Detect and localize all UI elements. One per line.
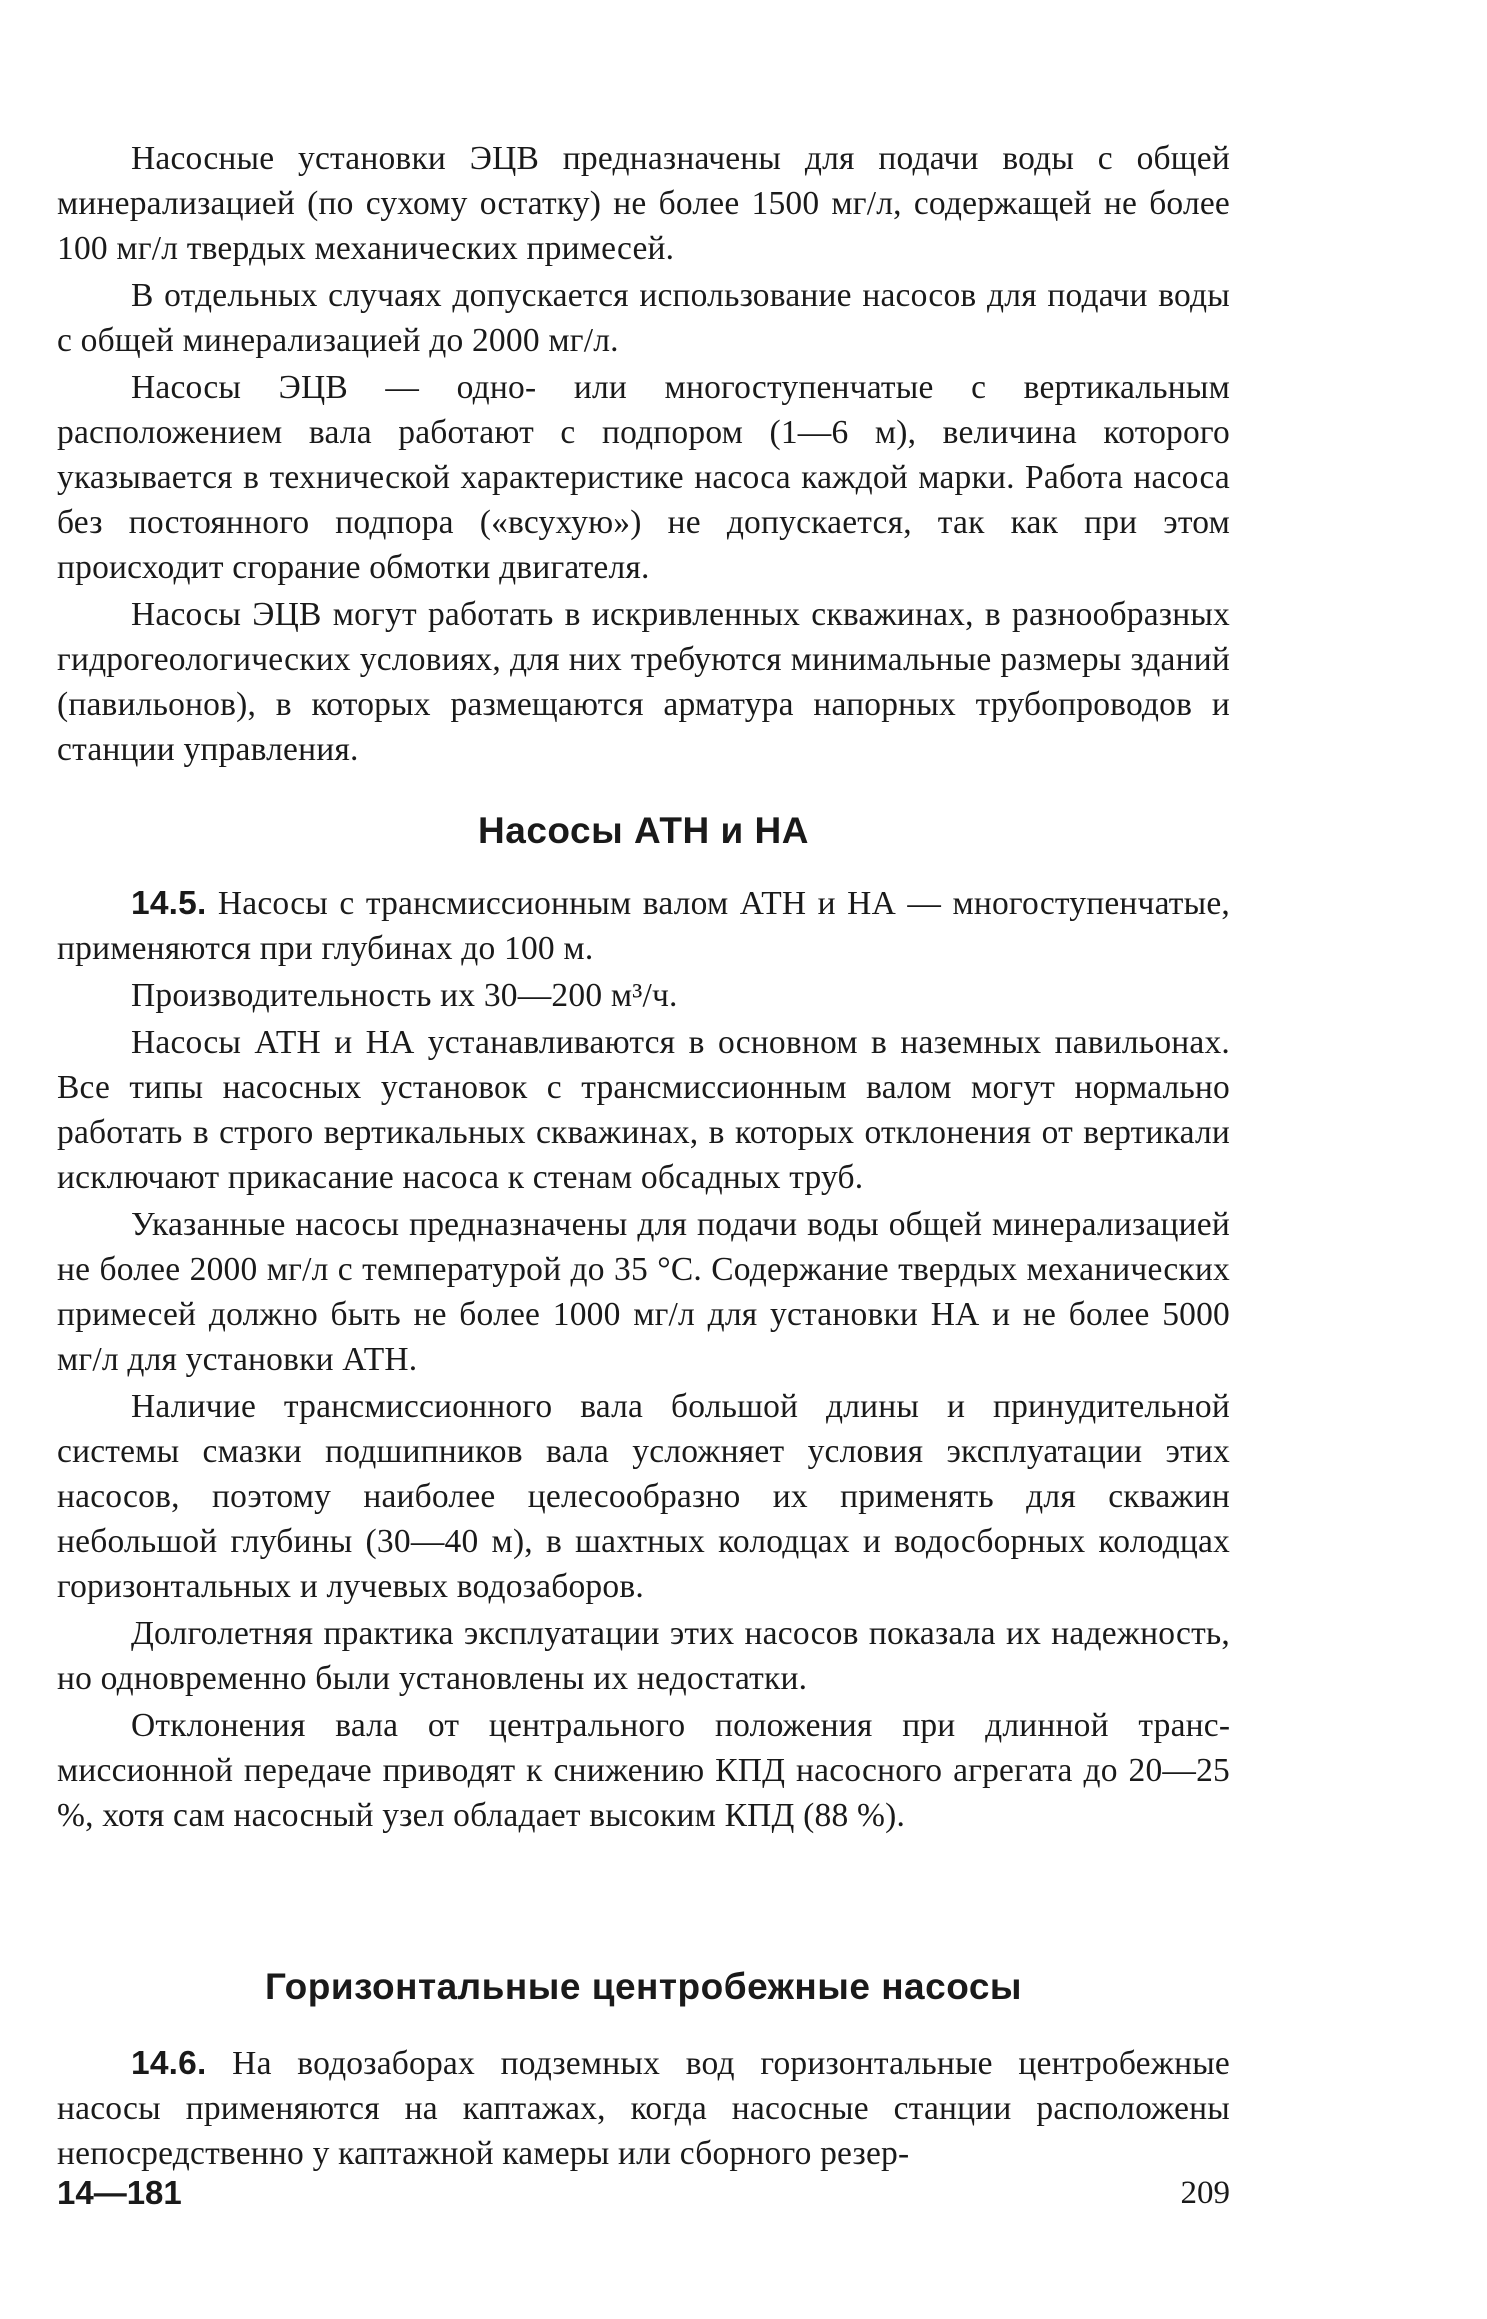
paragraph (57, 2041, 1230, 2176)
paragraph (57, 881, 1230, 971)
printer-signature: 14—181 (57, 2174, 182, 2211)
text-block-ecv (57, 136, 1230, 772)
section-heading-atn-na: Насосы АТН и НА (478, 810, 809, 851)
section-heading-container (57, 1963, 1230, 2011)
paragraph: Производительность их 30—200 м³/ч. (131, 977, 678, 1014)
paragraph: Насосы ЭЦВ могут работать в искривленных скважинах, в разнообразных гидрогеологических условиях, для них требуются минимальные размеры зданий (павильонов), в которых размещаются арматура напорных трубопроводов и станции управления. (57, 596, 1230, 768)
section-number: 14.5. (131, 885, 207, 922)
paragraph: Насосы ЭЦВ — одно- или многоступенчатые с вертикальным расположением вала работают с подпором (1—6 м), величина которого указывается в технической характеристике насоса каждой марки. Работа насоса без постоянного подпора («всухую») не допускается, так как при этом происходит сгорание обмотки двигателя. (57, 369, 1230, 586)
paragraph: Отклонения вала от центрального положения при длинной трансмиссионной передаче приводят к снижению КПД насосного агрегата до 20—25 %, хотя сам насосный узел обладает высоким КПД (88 %). (57, 1707, 1230, 1834)
paragraph: Насосные установки ЭЦВ предназначены для подачи воды с общей минерализацией (по сухому остатку) не более 1500 мг/л, содержащей не более 100 мг/л твердых механических примесей. (57, 140, 1230, 267)
paragraph-text: Насосы с трансмиссионным валом АТН и НА — многоступенчатые, применяются при глубинах до 100 м. (57, 885, 1230, 967)
text-block-atn-na (57, 881, 1230, 1838)
paragraph: Наличие трансмиссионного вала большой длины и принудительной системы смазки подшипников вала усложняет условия эксплуатации этих насосов, поэтому наиболее целесообразно их применять для скважин небольшой глубины (30—40 м), в шахтных колодцах и водосборных колодцах горизонтальных и лучевых водозаборов. (57, 1388, 1230, 1605)
page-footer (57, 2168, 1230, 2218)
paragraph: Долголетняя практика эксплуатации этих насосов показала их надежность, но одновременно были установлены их недостатки. (57, 1615, 1230, 1697)
section-heading-container (57, 807, 1230, 855)
page-number: 209 (1180, 2175, 1230, 2211)
paragraph-text: На водозаборах подземных вод горизонтальные центробежные насосы применяются на каптажах, когда насосные станции расположены непосредственно у каптажной камеры или сборного резер- (57, 2045, 1230, 2172)
section-heading-horizontal-pumps: Горизонтальные центробежные насосы (264, 1966, 1023, 2007)
paragraph: Указанные насосы предназначены для подачи воды общей минерализацией не более 2000 мг/л с температурой до 35 °С. Содержание твердых механических примесей должно быть не более 1000 мг/л для установки НА и не более 5000 мг/л для установки АТН. (57, 1206, 1230, 1378)
paragraph: Насосы АТН и НА устанавливаются в основном в наземных павильонах. Все типы насосных установок с трансмиссионным валом могут нормально работать в строго вертикальных скважинах, в которых отклонения от вертикали исключают прикасание насоса к стенам обсадных труб. (57, 1024, 1230, 1196)
text-block-horizontal (57, 2041, 1230, 2176)
section-number: 14.6. (131, 2045, 207, 2082)
paragraph: В отдельных случаях допускается использование насосов для подачи воды с общей минерализацией до 2000 мг/л. (57, 277, 1230, 359)
